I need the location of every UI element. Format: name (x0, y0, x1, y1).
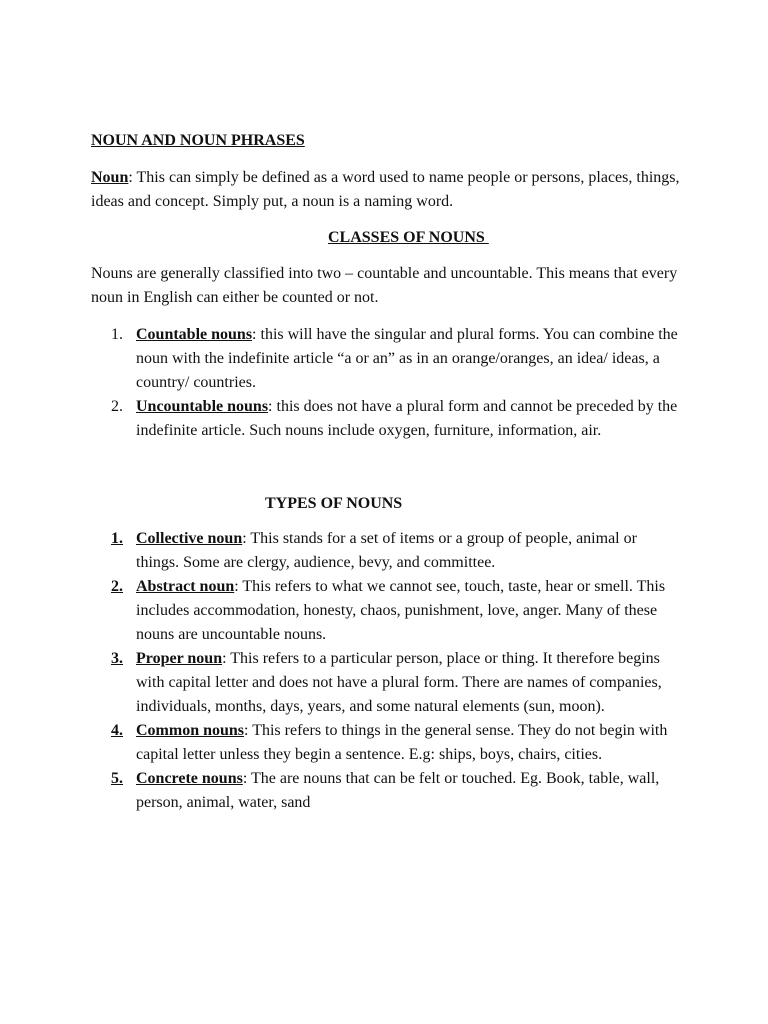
list-text: : this will have the singular and plural forms. You can combine the noun with the indefinite article “a or an” as in an orange/oranges, an idea/ ideas, a country/ countries. (136, 326, 678, 391)
list-number: 4. (111, 722, 123, 739)
list-term: Collective noun (136, 530, 243, 547)
list-text: : This refers to what we cannot see, touch, taste, hear or smell. This includes accommodation, honesty, chaos, punishment, love, anger. Many of these nouns are uncountable nouns. (136, 578, 666, 643)
classes-intro: Nouns are generally classified into two – countable and uncountable. This means that every noun in English can either be counted or not. (91, 265, 678, 306)
list-number: 3. (111, 650, 123, 667)
list-item (91, 767, 681, 815)
list-item (91, 395, 681, 443)
document-page (91, 130, 681, 815)
list-text: : This refers to a particular person, place or thing. It therefore begins with capital letter and does not have a plural form. There are names of companies, individuals, months, days, years, and some natural elements (sun, moon). (136, 650, 662, 715)
list-number: 5. (111, 770, 123, 787)
list-term: Uncountable nouns (136, 398, 269, 415)
list-text: : This refers to things in the general sense. They do not begin with capital letter unless they begin a sentence. E.g: ships, boys, chairs, cities. (136, 722, 668, 763)
definition-text: : This can simply be defined as a word used to name people or persons, places, things, ideas and concept. Simply put, a noun is a naming word. (91, 169, 680, 210)
types-list (91, 527, 681, 815)
list-number: 1. (111, 530, 123, 547)
list-term: Abstract noun (136, 578, 235, 595)
classes-list (91, 323, 681, 443)
list-number: 1. (111, 326, 123, 343)
list-text: : this does not have a plural form and cannot be preceded by the indefinite article. Such nouns include oxygen, furniture, information, air. (136, 398, 678, 439)
list-term: Concrete nouns (136, 770, 243, 787)
list-text: : This stands for a set of items or a group of people, animal or things. Some are clergy, audience, bevy, and committee. (136, 530, 637, 571)
list-number: 2. (111, 398, 123, 415)
list-number: 2. (111, 578, 123, 595)
classes-heading: CLASSES OF NOUNS (328, 229, 489, 246)
list-item (91, 527, 681, 575)
list-item (91, 647, 681, 719)
noun-definition (91, 166, 681, 214)
list-text: : The are nouns that can be felt or touched. Eg. Book, table, wall, person, animal, water, sand (136, 770, 660, 811)
types-heading: TYPES OF NOUNS (265, 495, 403, 512)
list-item (91, 323, 681, 395)
list-item (91, 719, 681, 767)
list-item (91, 575, 681, 647)
definition-term: Noun (91, 169, 129, 186)
list-term: Proper noun (136, 650, 223, 667)
list-term: Common nouns (136, 722, 245, 739)
list-term: Countable nouns (136, 326, 253, 343)
document-title: NOUN AND NOUN PHRASES (91, 132, 305, 149)
